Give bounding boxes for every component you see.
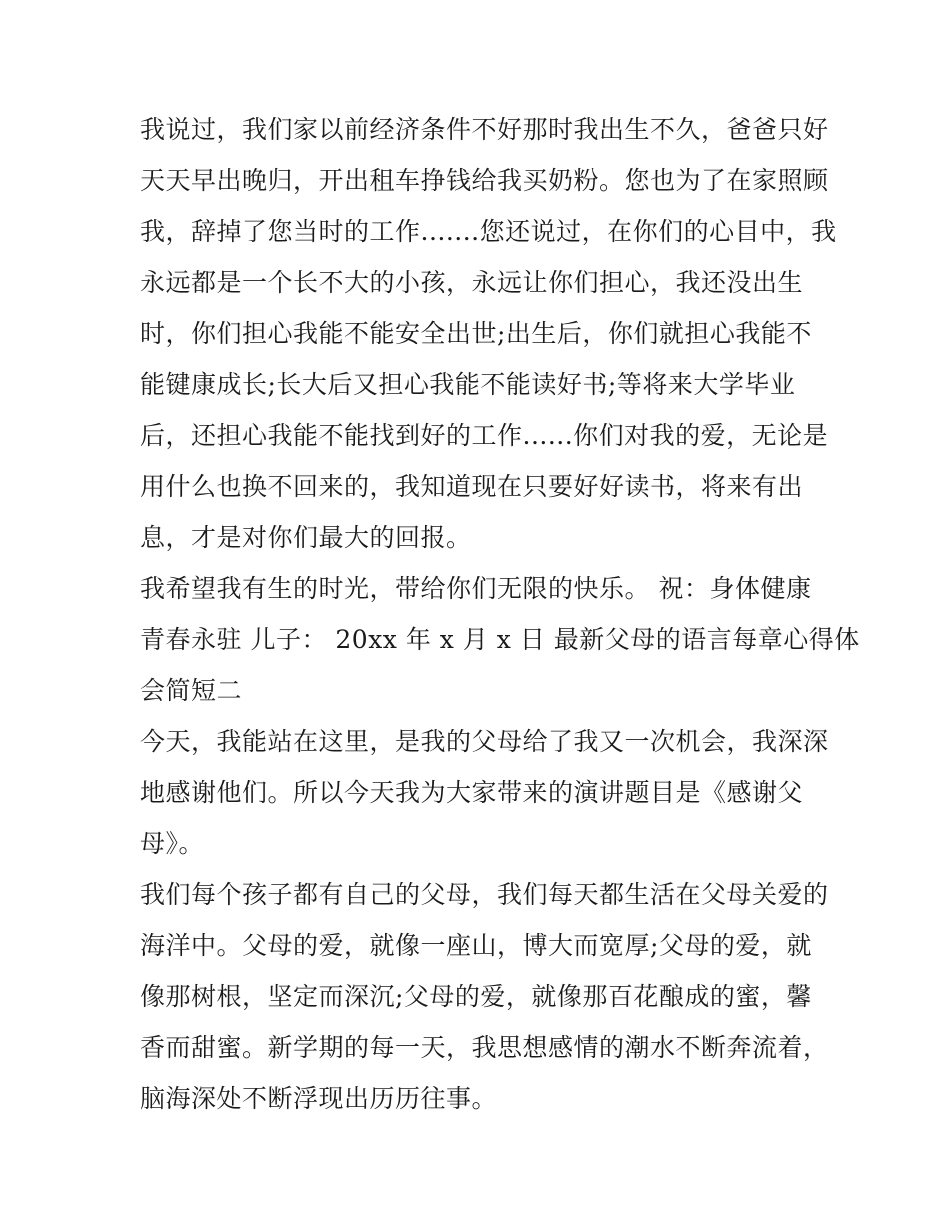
text-line: 永远都是一个长不大的小孩，永远让你们担心，我还没出生 <box>140 268 804 297</box>
text-line: 我，辞掉了您当时的工作.......您还说过，在你们的心目中，我 <box>140 217 837 246</box>
text-line: 用什么也换不回来的，我知道现在只要好好读书，将来有出 <box>140 472 804 501</box>
text-line: 今天，我能站在这里，是我的父母给了我又一次机会，我深深 <box>140 727 829 756</box>
text-line: 能键康成长;长大后又担心我能不能读好书;等将来大学毕业 <box>140 370 796 399</box>
text-line: 青春永驻 儿子： 20xx 年 x 月 x 日 最新父母的语言每章心得体 <box>140 625 860 654</box>
text-line: 会简短二 <box>140 676 243 705</box>
text-line: 天天早出晚归，开出租车挣钱给我买奶粉。您也为了在家照顾 <box>140 166 829 195</box>
text-line: 时，你们担心我能不能安全出世;出生后，你们就担心我能不 <box>140 319 812 348</box>
text-line: 地感谢他们。所以今天我为大家带来的演讲题目是《感谢父 <box>140 778 804 807</box>
text-line: 像那树根，坚定而深沉;父母的爱，就像那百花酿成的蜜，馨 <box>140 982 812 1011</box>
text-line: 海洋中。父母的爱，就像一座山，博大而宽厚;父母的爱，就 <box>140 931 812 960</box>
text-line: 脑海深处不断浮现出历历往事。 <box>140 1084 498 1113</box>
text-line: 母》。 <box>140 829 205 858</box>
body-text <box>140 104 860 1124</box>
text-line: 息，才是对你们最大的回报。 <box>140 523 472 552</box>
text-line: 我们每个孩子都有自己的父母，我们每天都生活在父母关爱的 <box>140 880 829 909</box>
text-line: 香而甜蜜。新学期的每一天，我思想感情的潮水不断奔流着， <box>140 1033 829 1062</box>
text-line: 我希望我有生的时光，带给你们无限的快乐。 祝：身体健康 <box>140 574 812 603</box>
text-line: 我说过，我们家以前经济条件不好那时我出生不久，爸爸只好 <box>140 115 829 144</box>
text-line: 后，还担心我能不能找到好的工作......你们对我的爱，无论是 <box>140 421 829 450</box>
